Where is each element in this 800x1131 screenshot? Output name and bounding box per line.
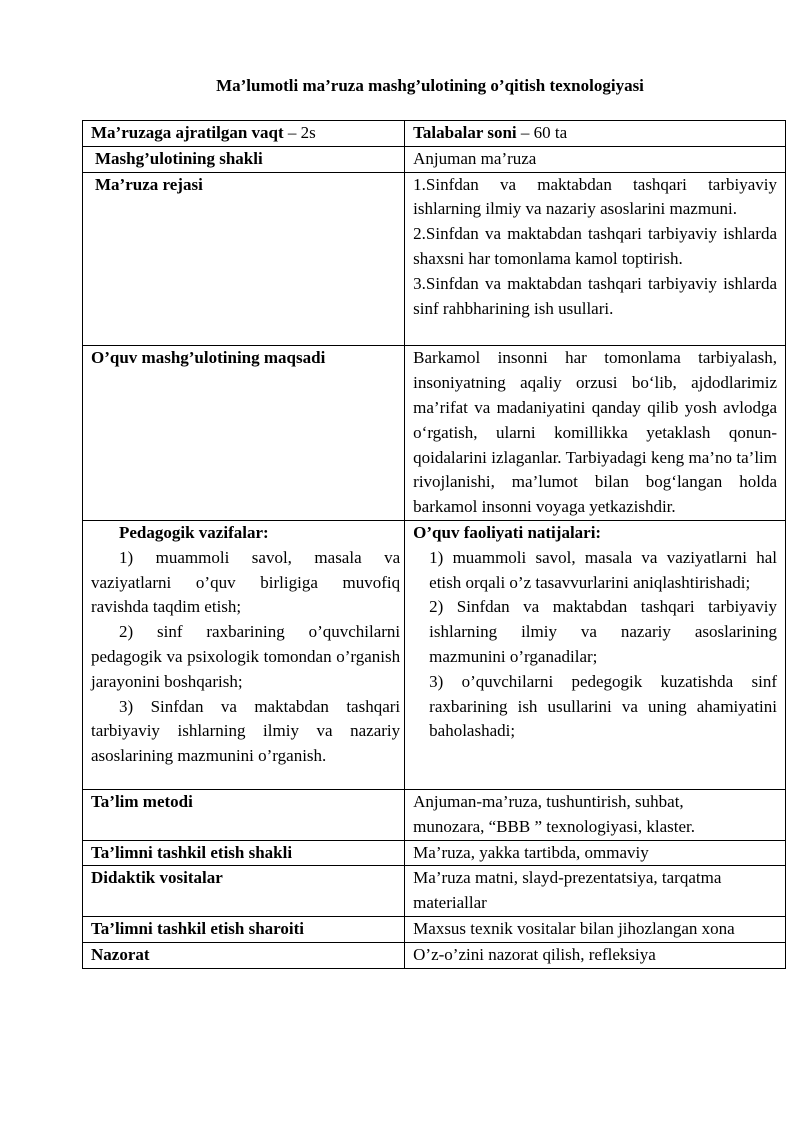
time-label: Ma’ruzaga ajratilgan vaqt xyxy=(91,123,284,142)
table-row xyxy=(83,146,786,172)
table-row xyxy=(83,121,786,147)
table-row xyxy=(83,346,786,521)
task-item: 2) sinf raxbarining o’quvchilarni pedagogik va psixologik tomondan o’rganish jarayonini boshqarish; xyxy=(91,622,401,691)
method-label-cell xyxy=(83,789,405,840)
result-item: 1) muammoli savol, masala va vaziyatlarni hal etish orqali o’z tasavvurlarini aniqlashtirishadi; xyxy=(429,547,777,592)
conditions-label: Ta’limni tashkil etish sharoiti xyxy=(91,918,305,938)
plan-item: 1.Sinfdan va maktabdan tashqari tarbiyaviy ishlarning ilmiy va nazariy asoslarini mazmuni. xyxy=(413,174,777,219)
form-value: Anjuman ma’ruza xyxy=(405,146,786,172)
didactic-line-2: materiallar xyxy=(413,893,487,913)
table-row xyxy=(83,520,786,789)
conditions-value: Maxsus texnik vositalar bilan jihozlangan xona xyxy=(405,916,786,942)
plan-items-cell xyxy=(405,172,786,346)
students-label: Talabalar soni xyxy=(413,123,517,142)
form-label: Mashg’ulotining shakli xyxy=(95,148,263,168)
table-row xyxy=(83,916,786,942)
tasks-label: Pedagogik vazifalar: xyxy=(119,522,269,542)
method-line-2: munozara, “BBB ” texnologiyasi, klaster. xyxy=(413,816,696,836)
goal-label: O’quv mashg’ulotining maqsadi xyxy=(91,348,326,368)
method-label: Ta’lim metodi xyxy=(91,791,193,811)
result-item: 2) Sinfdan va maktabdan tashqari tarbiyaviy ishlarning ilmiy va nazariy asoslarining mazmunini o’rganadilar; xyxy=(429,597,777,666)
students-dash: – xyxy=(516,123,534,142)
didactic-label: Didaktik vositalar xyxy=(91,868,223,888)
method-line-1: Anjuman-ma’ruza, tushuntirish, suhbat, xyxy=(413,791,684,811)
goal-value: Barkamol insonni har tomonlama tarbiyalash, insoniyatning aqaliy orzusi bo‘lib, ajdodlarimiz ma’rifat va madaniyatini qanday qilib yosh avlodga o‘rgatish, ularni komillikka yetaklash qonun-qoidalarini izlaganlar. Tarbiyadagi keng ma’no ta’lim rivojlanishi, ma’lumot bilan bog‘langan holda barkamol insonni voyaga yetkazishdir. xyxy=(405,346,786,521)
goal-label-cell xyxy=(83,346,405,521)
table-row xyxy=(83,172,786,346)
task-item: 3) Sinfdan va maktabdan tashqari tarbiyaviy ishlarning ilmiy va nazariy asoslarining mazmunini o’rganish. xyxy=(91,696,401,766)
time-value: 2s xyxy=(300,123,316,142)
conditions-label-cell xyxy=(83,916,405,942)
results-label: O’quv faoliyati natijalari: xyxy=(413,522,602,542)
control-label-cell xyxy=(83,942,405,968)
org-form-label: Ta’limni tashkil etish shakli xyxy=(91,842,293,862)
didactic-line-1: Ma’ruza matni, slayd-prezentatsiya, tarqatma xyxy=(413,868,722,888)
plan-label-cell xyxy=(83,172,405,346)
tasks-spacer xyxy=(91,769,400,789)
plan-item: 3.Sinfdan va maktabdan tashqari tarbiyaviy ishlarda sinf rahbharining ish usullari. xyxy=(413,273,777,318)
table-row xyxy=(83,942,786,968)
control-label: Nazorat xyxy=(91,944,150,964)
org-form-value: Ma’ruza, yakka tartibda, ommaviy xyxy=(405,840,786,866)
lesson-technology-table xyxy=(82,120,786,969)
time-cell xyxy=(83,121,405,147)
plan-item: 2.Sinfdan va maktabdan tashqari tarbiyaviy ishlarda shaxsni har tomonlama kamol toptirish. xyxy=(413,224,777,268)
plan-spacer xyxy=(413,321,777,345)
task-item: 1) muammoli savol, masala va vaziyatlarni o’quv birligiga muvofiq ravishda taqdim etish; xyxy=(91,547,401,617)
control-value: O’z-o’zini nazorat qilish, refleksiya xyxy=(405,942,786,968)
table-row xyxy=(83,789,786,840)
method-value-cell xyxy=(405,789,786,840)
didactic-label-cell xyxy=(83,866,405,917)
plan-label: Ma’ruza rejasi xyxy=(95,174,203,194)
didactic-value-cell xyxy=(405,866,786,917)
students-cell xyxy=(405,121,786,147)
form-label-cell xyxy=(83,146,405,172)
time-dash: – xyxy=(283,123,301,142)
table-row xyxy=(83,866,786,917)
results-cell xyxy=(405,520,786,789)
tasks-cell xyxy=(83,520,405,789)
page-title: Ma’lumotli ma’ruza mashg’ulotining o’qitish texnologiyasi xyxy=(216,76,644,95)
org-form-label-cell xyxy=(83,840,405,866)
result-item: 3) o’quvchilarni pedegogik kuzatishda sinf raxbarining ish usullarini va uning ahamiyatini baholashadi; xyxy=(429,671,777,741)
table-row xyxy=(83,840,786,866)
students-value: 60 ta xyxy=(533,123,568,142)
